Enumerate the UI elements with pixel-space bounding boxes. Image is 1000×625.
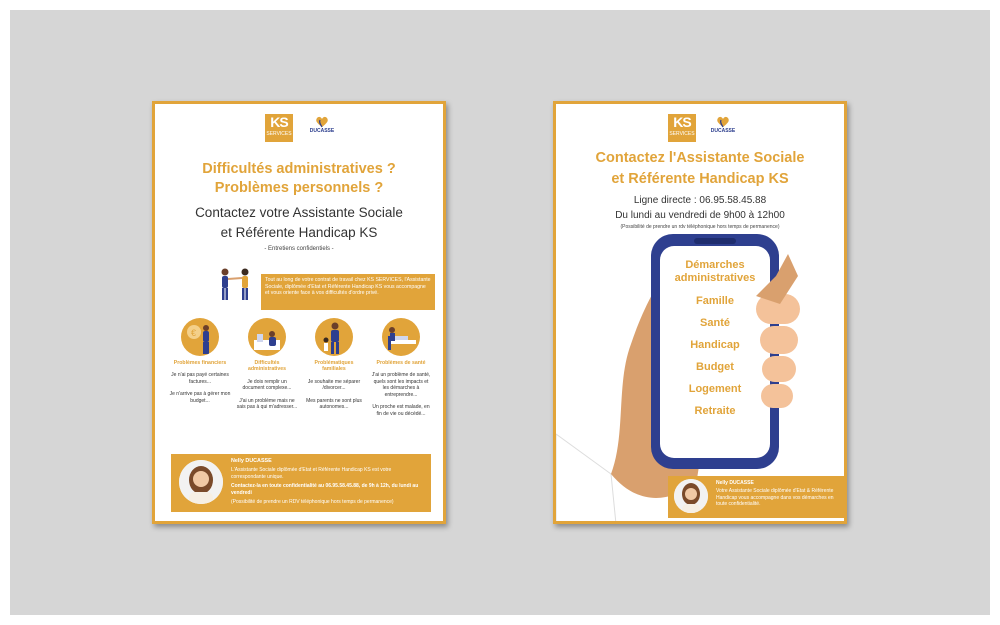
categories-row [169,318,433,438]
poster-left [152,101,446,524]
hours-line: Du lundi au vendredi de 9h00 à 12h00 [615,210,785,221]
phone-line: Ligne directe : 06.95.58.45.88 [633,195,767,206]
ks-services-logo: KS SERVICES [265,114,293,142]
contact-text: Nelly DUCASSE Votre Assistante Sociale diplômée d'Etat & Référente Handicap vous accompagne dans vos démarches en toute confidentialité. [716,480,834,508]
phone-item-famille: Famille [696,295,734,307]
ducasse-logo: DUCASSE [305,116,339,142]
phone-item-budget: Budget [696,361,734,373]
contact-box [171,454,431,512]
logo-row [556,114,844,144]
contact-box [668,476,844,518]
category-administrative: Difficultés administratives Je dois remplir un document complexe... J'ai un problème mais ne sais pas à qui m'adresser... [236,318,298,411]
category-financial: € Problèmes financiers Je n'ai pas payé certaines factures... Je n'arrive pas à gérer mon budget... [169,318,231,404]
category-family: Problématiques familiales Je souhaite me séparer /divorcer... Mes parents ne sont plus autonomes... [303,318,365,411]
people-handshake-illustration [215,266,259,304]
phone-item-demarches: Démarches administratives [674,259,756,284]
category-health: Problèmes de santé J'ai un problème de santé, quels sont les impacts et les démarches à entreprendre... Un proche est malade, en fin de vie ou décédé... [370,318,432,417]
money-icon [181,318,219,356]
confidential-note: - Entretiens confidentiels - [264,246,334,252]
avatar [674,479,708,513]
phone-item-logement: Logement [688,383,742,395]
logo-row [155,114,443,144]
phone-item-handicap: Handicap [690,339,740,351]
svg-text:€: € [191,328,197,338]
avatar [179,460,223,504]
phone-screen-list [660,259,770,417]
hospital-bed-icon [382,318,420,356]
phone-item-retraite: Retraite [694,405,736,417]
appointment-note: (Possibilité de prendre un rdv téléphonique hors temps de permanence) [620,224,780,230]
paperwork-icon [248,318,286,356]
poster-subtitle: Contactez votre Assistante Sociale et Référente Handicap KS [195,205,403,240]
poster-title: Difficultés administratives ? Problèmes personnels ? [202,161,396,196]
contact-text: Nelly DUCASSE L'Assistante Sociale diplômée d'Etat et Référente Handicap KS est votre correspondante unique. Contactez-la en toute confidentialité au 06.95.58.45.88, de 9h à 12h, du lundi au vendredi (Possibilité de prendre un RDV téléphonique hors temps de permanence) [231,458,419,506]
ducasse-logo: DUCASSE [706,116,740,142]
poster-title: Contactez l'Assistante Sociale et Référente Handicap KS [595,150,805,187]
phone-item-sante: Santé [700,317,730,329]
poster-right [553,101,847,524]
ks-services-logo: KS SERVICES [668,114,696,142]
intro-callout: Tout au long de votre contrat de travail chez KS SERVICES, l'Assistante Sociale, diplômée d'Etat et Référente Handicap KS vous accompagne et vous oriente face à vos difficultés d'ordre privé. [261,274,435,310]
family-icon [315,318,353,356]
